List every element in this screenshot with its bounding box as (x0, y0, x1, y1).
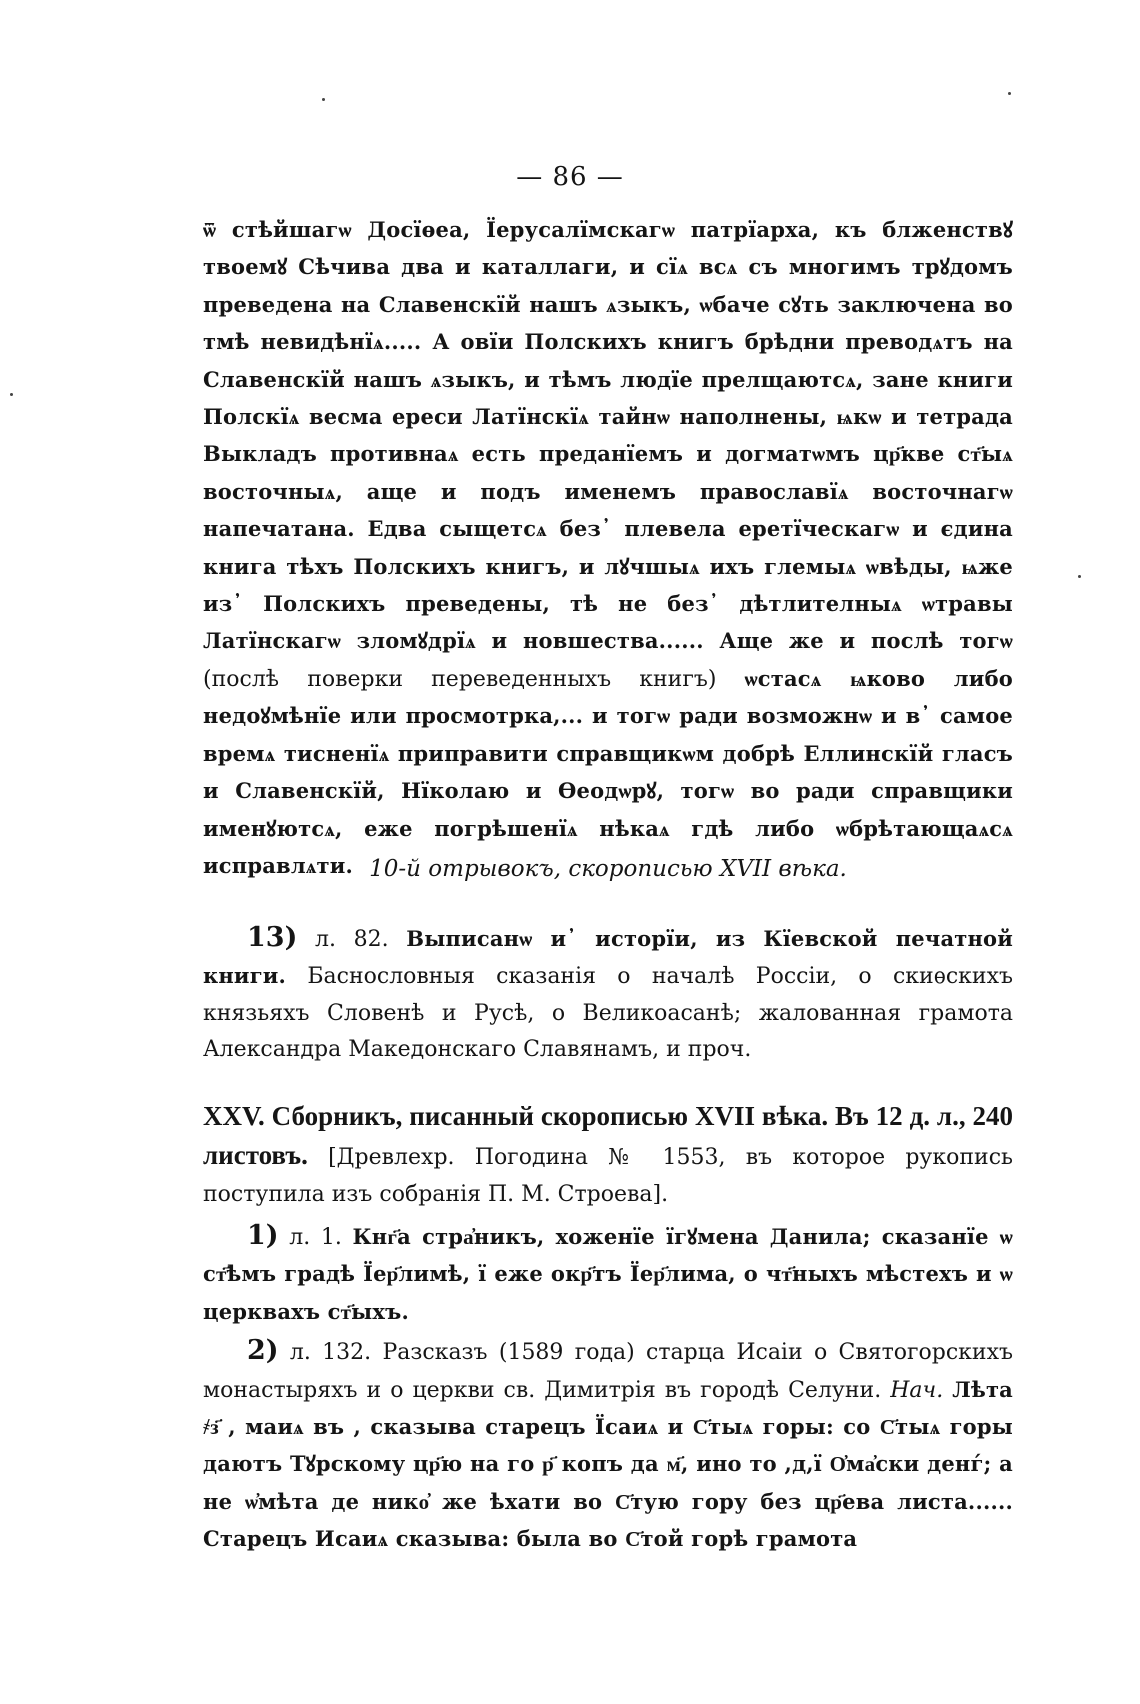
entry-details: [Древлехр. Погодина № 1553, въ которое рукопись поступила изъ собранія П. М. Строева]. (203, 1145, 1013, 1207)
item-13-paragraph (203, 920, 1013, 1069)
item-2-ref: л. 132. (289, 1340, 372, 1366)
quote-paragraph (203, 212, 1013, 885)
item-2-text: Разсказъ (1589 года) старца Исаіи о Святогорскихъ монастыряхъ и о церкви св. Димитрія въ городѣ Селуни. (203, 1340, 1013, 1403)
quote-continuation: ѡстасѧ ѩково либо недоꙋмѣнїе или просмотрка,... и тогѡ ради возможнѡ и в᾿ самое времѧ тисненїѧ приправити справщикѡм добрѣ Еллинскїй гласъ и Славенскїй, Нїколаю и Ѳеодѡрꙋ, тогѡ во ради справщики именꙋютсѧ, еже погрѣшенїѧ нѣкаѧ гдѣ либо ѡбрѣтающаѧсѧ исправлѧти. (203, 665, 1013, 878)
entry-items (203, 1218, 1013, 1561)
item-13-ref: л. 82. (315, 927, 389, 952)
item-1-ref: л. 1. (289, 1225, 342, 1250)
print-speck (322, 98, 325, 101)
catalog-entry-xxv (203, 1098, 1013, 1213)
item-2-label: Нач. (890, 1377, 944, 1403)
quote-text: ѿ стѣйшагѡ Досїѳеа, Їерусалїмскагѡ патрїарха, къ блженствꙋ твоемꙋ Сѣчива два и каталлаги, и сїѧ всѧ съ многимъ трꙋдомъ преведена на Славенскїй нашъ ѧзыкъ, ѡбаче сꙋть заключена во тмѣ невидѣнїѧ..... А овїи Полскихъ книгъ брѣдни преводѧтъ на Славенскїй нашъ ѧзыкъ, и тѣмъ людїе прелщаютсѧ, зане книги Полскїѧ весма ереси Латїнскїѧ тайнѡ наполнены, ѩкѡ и тетрада Выкладъ противнаѧ есть преданїемъ и догматѡмъ цр҃кве ст҃ыѧ восточныѧ, аще и подъ именемъ православїѧ восточнагѡ напечатана. Едва сыщетсѧ без᾿ плевела еретїческагѡ и єдина книга тѣхъ Полскихъ книгъ, и лꙋчшыѧ ихъ глемыѧ ѡвѣды, ѩже из᾿ Полскихъ преведены, тѣ не без᾿ дѣтлителныѧ ѡтравы Латїнскагѡ зломꙋдрїѧ и новшества...... Аще же и послѣ тогѡ (203, 217, 1013, 654)
item-2-slavonic: Лѣта ҂з҃ , маиѧ въ , сказыва старецъ Їсаиѧ и С҃тыѧ горы: со С҃тыѧ горы даютъ Тꙋрскому цр҃ю на го р҃ копъ да м҃, ино то ,д,ї О҆ма҆ски денѓ; а не ѡ҆мѣта де нико҆ же ѣхати во С҃тую гору без цр҃ева листа...... Старецъ Исаиѧ сказыва: была во С҃той горѣ грамота (203, 1376, 1013, 1552)
item-2-number: 2) (247, 1335, 279, 1367)
print-speck (1078, 575, 1081, 578)
item-1 (203, 1218, 1013, 1331)
page-number: — 86 — (516, 162, 624, 192)
fragment-subheading: 10-й отрывокъ, скорописью XVII вѣка. (369, 856, 847, 882)
item-2 (203, 1333, 1013, 1558)
item-1-slavonic: Кнг҃а стра҆никъ, хоженїе їгꙋмена Данила; сказанїе ѡ ст҃ѣмъ градѣ Їер҃лимѣ, ї еже окр҃тъ Їер҃лима, о чт҃ныхъ мѣстехъ и ѡ церквахъ ст҃ыхъ. (203, 1224, 1013, 1324)
item-13-slavonic: Выписанѡ и᾿ исторїи, из Кїевской печатной книги. (203, 926, 1014, 989)
quote-interjection: (послѣ поверки переведенныхъ книгъ) (203, 666, 717, 692)
item-13-text: Баснословныя сказанія о началѣ Россіи, о скиѳскихъ князьяхъ Словенѣ и Русѣ, о Великоасанѣ; жалованная грамота Александра Македонскаго Славянамъ, и проч. (203, 964, 1013, 1063)
item-1-number: 1) (247, 1220, 279, 1251)
entry-title: XXV. Сборникъ, писанный скорописью XVII вѣка. Въ 12 д. л., 240 листовъ. (203, 1101, 1013, 1171)
print-speck (1008, 92, 1011, 95)
item-13 (203, 920, 1013, 1069)
entry-paragraph (203, 1098, 1013, 1213)
item-13-number: 13) (247, 922, 298, 953)
slavonic-quote-block (203, 212, 1013, 885)
print-speck (10, 393, 13, 396)
